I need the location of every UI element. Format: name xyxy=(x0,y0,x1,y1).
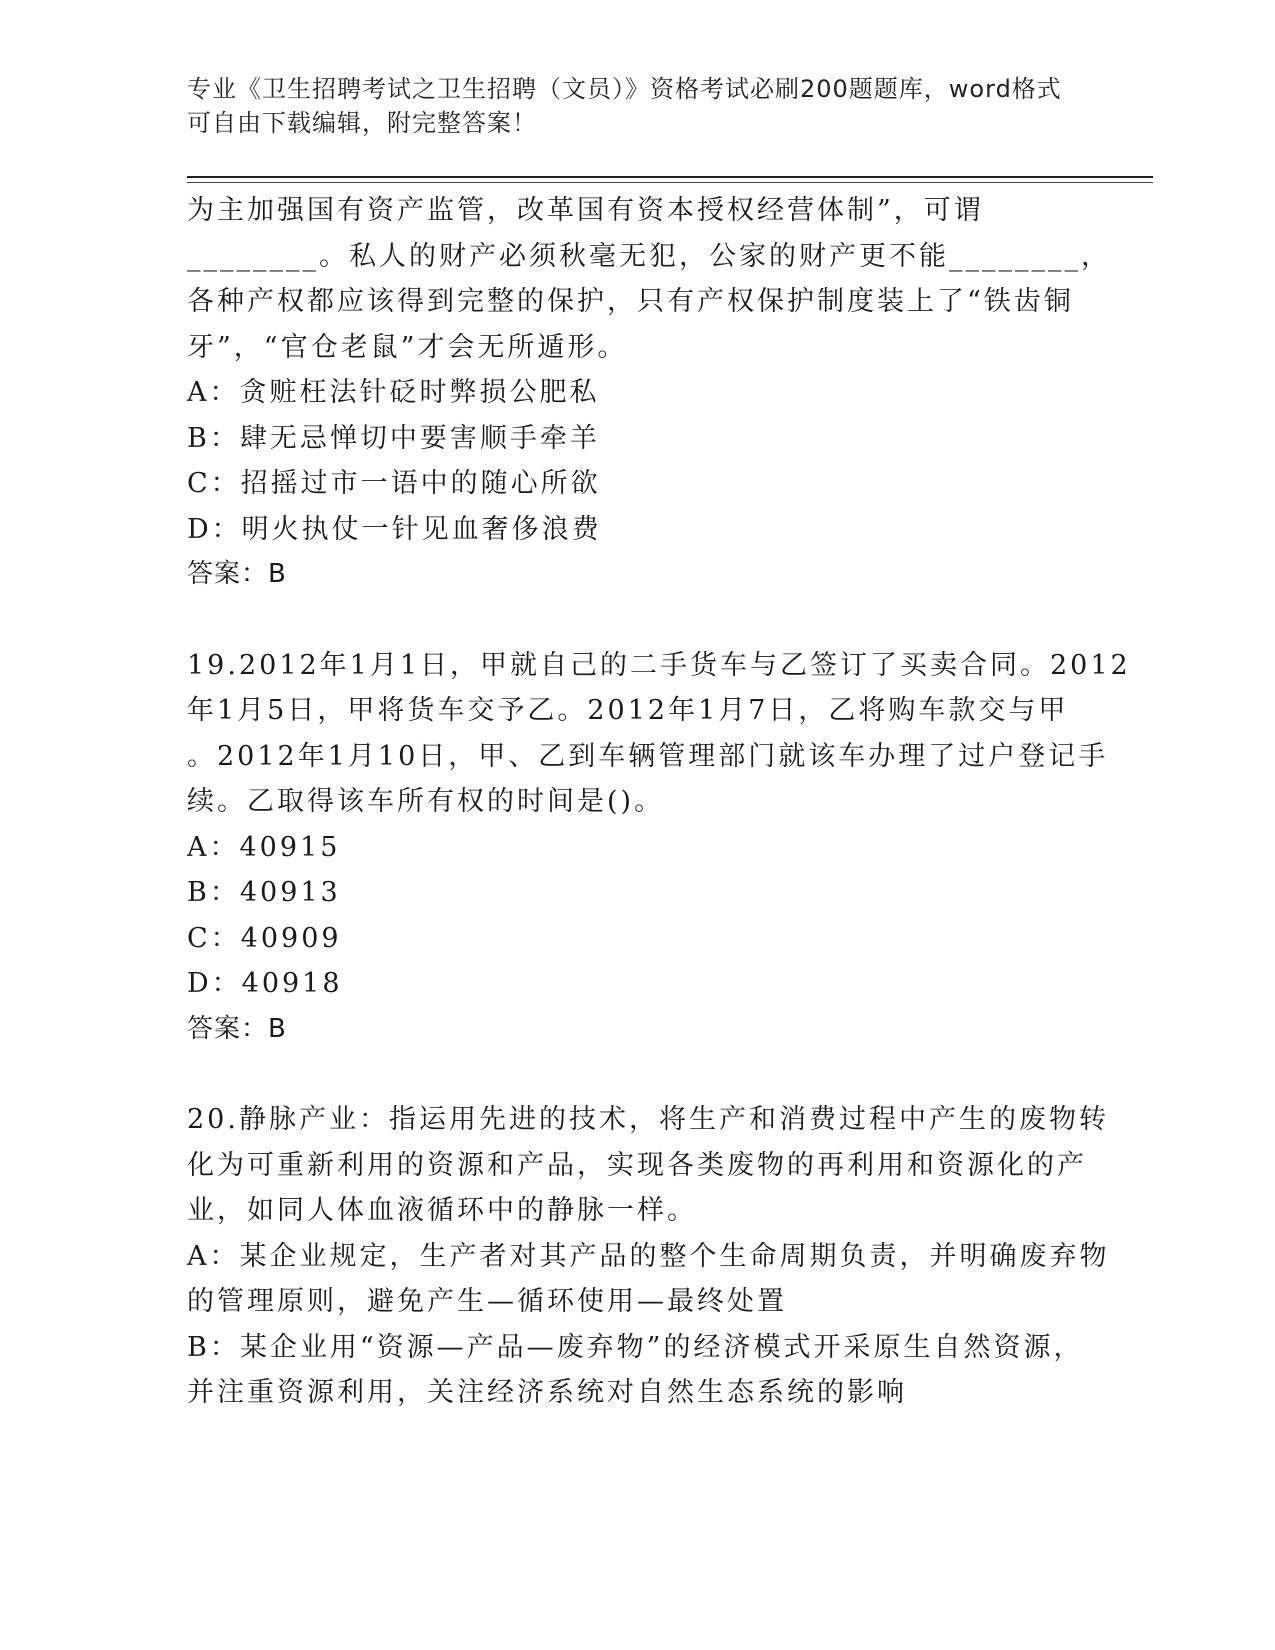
question-spacer xyxy=(187,1052,1087,1097)
option-a: A：40915 xyxy=(187,831,341,863)
header-title-line-1: 专业《卫生招聘考试之卫生招聘（文员）》资格考试必刷200题题库，word格式 xyxy=(187,75,1062,103)
question-stem-line: ________。私人的财产必须秋毫无犯，公家的财产更不能________， xyxy=(187,240,1111,272)
question-stem-line: 。2012年1月10日，甲、乙到车辆管理部门就该车办理了过户登记手 xyxy=(187,740,1109,772)
option-c: C：招摇过市一语中的随心所欲 xyxy=(187,468,601,499)
option-b: B：某企业用“资源—产品—废弃物”的经济模式开采原生自然资源， xyxy=(187,1331,1084,1363)
option-c: C：40909 xyxy=(187,922,342,954)
question-stem-line: 各种产权都应该得到完整的保护，只有产权保护制度装上了“铁齿铜 xyxy=(187,286,1074,317)
option-b: B：肆无忌惮切中要害顺手牵羊 xyxy=(187,422,600,454)
question-stem-line: 业，如同人体血液循环中的静脉一样。 xyxy=(187,1195,697,1226)
question-stem-line: 为主加强国有资产监管，改革国有资本授权经营体制”，可谓 xyxy=(187,195,984,226)
option-a: A：贪赃枉法针砭时弊损公肥私 xyxy=(187,377,600,408)
question-stem-line: 续。乙取得该车所有权的时间是()。 xyxy=(187,786,665,817)
header-title-line-2: 可自由下载编辑，附完整答案！ xyxy=(187,109,537,137)
question-stem-line: 牙”，“官仓老鼠”才会无所遁形。 xyxy=(187,331,628,363)
question-content xyxy=(187,188,1131,1416)
question-20 xyxy=(187,1097,1110,1416)
header-divider-thin xyxy=(187,182,1153,183)
option-a: A：某企业规定，生产者对其产品的整个生命周期负责，并明确废弃物 xyxy=(187,1240,1110,1272)
question-spacer xyxy=(187,598,1087,643)
question-stem-line: 19.2012年1月1日，甲就自己的二手货车与乙签订了买卖合同。2012 xyxy=(187,649,1131,681)
answer-label: 答案：B xyxy=(187,1013,287,1044)
question-stem-line: 化为可重新利用的资源和产品，实现各类废物的再利用和资源化的产 xyxy=(187,1149,1087,1181)
header-divider-thick xyxy=(187,176,1153,178)
option-d: D：40918 xyxy=(187,968,343,999)
option-b: B：40913 xyxy=(187,877,341,908)
question-18 xyxy=(187,188,1111,598)
option-b-continued: 并注重资源利用，关注经济系统对自然生态系统的影响 xyxy=(187,1377,907,1408)
answer-label: 答案：B xyxy=(187,559,287,589)
option-a-continued: 的管理原则，避免产生—循环使用—最终处置 xyxy=(187,1286,787,1317)
question-stem-line: 年1月5日，甲将货车交予乙。2012年1月7日，乙将购车款交与甲 xyxy=(187,695,1069,726)
option-d: D：明火执仗一针见血奢侈浪费 xyxy=(187,513,602,545)
question-19 xyxy=(187,643,1131,1053)
question-stem-line: 20.静脉产业：指运用先进的技术，将生产和消费过程中产生的废物转 xyxy=(187,1104,1109,1135)
document-header xyxy=(187,72,1087,140)
